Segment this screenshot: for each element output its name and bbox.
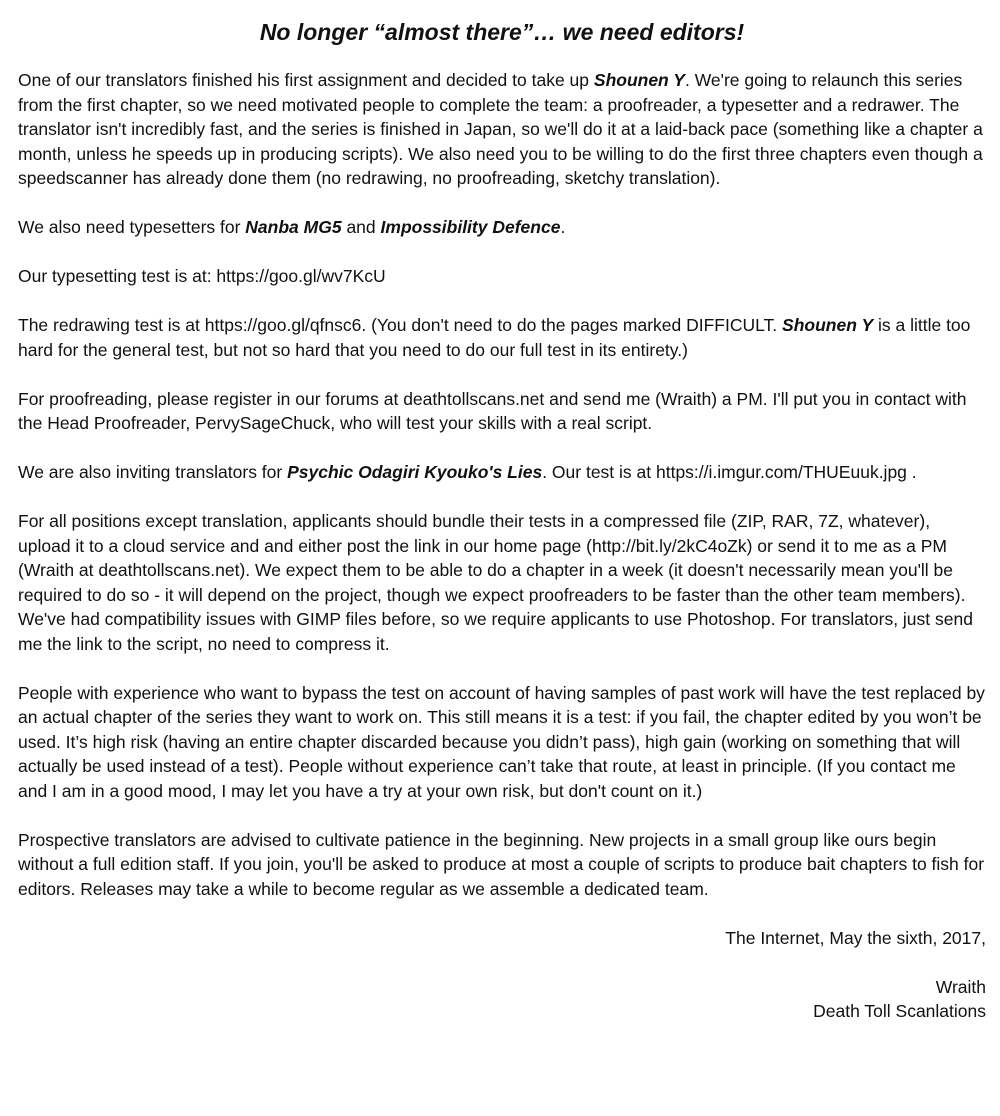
page-title: No longer “almost there”… we need editors! [259, 19, 745, 45]
paragraph-shounen-y-relaunch [18, 68, 986, 191]
series-title-shounen-y: Shounen Y [782, 315, 874, 335]
paragraph-typesetters-needed [18, 215, 986, 240]
signature-name: Wraith [935, 976, 986, 997]
text-span: We are also inviting translators for [18, 462, 288, 482]
series-title-impossibility-defence: Impossibility Defence [380, 217, 561, 237]
document [18, 0, 986, 1024]
text-span: and [341, 217, 381, 237]
text-span: One of our translators finished his first assignment and decided to take up [18, 70, 594, 90]
text-span: The redrawing test is at https://goo.gl/qfnsc6. (You don't need to do the pages marked DIFFICULT. [18, 315, 783, 335]
paragraph-redrawing-test [18, 313, 986, 362]
paragraph-translators [18, 460, 986, 485]
text-span: . We're going to relaunch this series from the first chapter, so we need motivated people to complete the team: a proofreader, a typesetter and a redrawer. The translator isn't incredibly fast, and the series is finished in Japan, so we'll do it at a laid-back pace (something like a chapter a month, unless he speeds up in producing scripts). We also need you to be willing to do the first three chapters even though a speedscanner has already done them (no redrawing, no proofreading, sketchy translation). [18, 70, 983, 188]
signature-group: Death Toll Scanlations [813, 1001, 986, 1021]
text-span: . Our test is at https://i.imgur.com/THUEuuk.jpg . [542, 462, 917, 482]
paragraph-typesetting-test: Our typesetting test is at: https://goo.gl/wv7KcU [18, 266, 386, 286]
paragraph-prospective-translators: Prospective translators are advised to cultivate patience in the beginning. New projects in a small group like ours begin without a full edition staff. If you join, you'll be asked to produce at most a couple of scripts to produce bait chapters to fish for editors. Releases may take a while to become regular as we assemble a dedicated team. [18, 829, 985, 899]
series-title-psychic-odagiri: Psychic Odagiri Kyouko's Lies [287, 462, 543, 482]
dateline: The Internet, May the sixth, 2017, [725, 927, 986, 948]
series-title-shounen-y: Shounen Y [593, 70, 685, 90]
paragraph-application-process: For all positions except translation, applicants should bundle their tests in a compressed file (ZIP, RAR, 7Z, whatever), upload it to a cloud service and and either post the link in our home page (http://bit.ly/2kC4oZk) or send it to me as a PM (Wraith at deathtollscans.net). We expect them to be able to do a chapter in a week (it doesn't necessarily mean you'll be required to do so - it will depend on the project, though we expect proofreaders to be faster than the other team members). We've had compatibility issues with GIMP files before, so we require applicants to use Photoshop. For translators, just send me the link to the script, no need to compress it. [18, 511, 973, 654]
paragraph-proofreading: For proofreading, please register in our forums at deathtollscans.net and send me (Wraith) a PM. I'll put you in contact with the Head Proofreader, PervySageChuck, who will test your skills with a real script. [18, 388, 967, 433]
text-span: is a little too hard for the general test, but not so hard that you need to do our full test in its entirety.) [18, 315, 971, 360]
text-span: . [560, 217, 566, 237]
paragraph-experience-bypass: People with experience who want to bypass the test on account of having samples of past work will have the test replaced by an actual chapter of the series they want to work on. This still means it is a test: if you fail, the chapter edited by you won’t be used. It’s high risk (having an entire chapter discarded because you didn’t pass), high gain (working on something that will actually be used instead of a test). People without experience can’t take that route, at least in principle. (If you contact me and I am in a good mood, I may let you have a try at your own risk, but don't count on it.) [18, 682, 985, 801]
text-span: We also need typesetters for [18, 217, 246, 237]
series-title-nanba-mg5: Nanba MG5 [245, 217, 342, 237]
